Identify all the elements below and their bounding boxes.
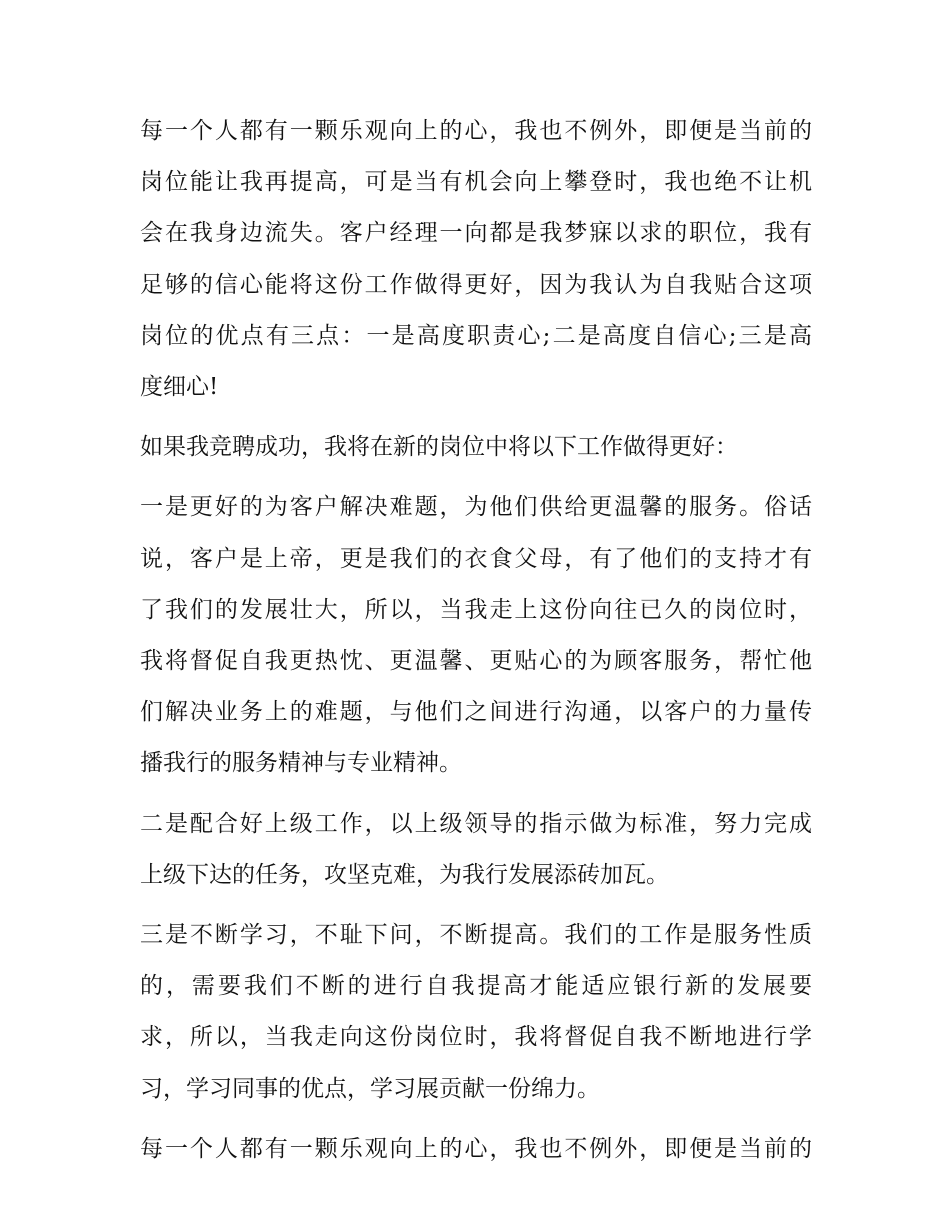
paragraph-2 (140, 422, 812, 473)
text-line: 播我行的服务精神与专业精神。 (140, 750, 462, 777)
text-line: 习，学习同事的优点，学习展贡献一份绵力。 (140, 1075, 600, 1102)
text-line: 每一个人都有一颗乐观向上的心，我也不例外，即便是当前的 (140, 118, 812, 144)
paragraph-5 (140, 910, 812, 1115)
paragraph-3 (140, 482, 812, 789)
document-body (140, 106, 812, 1184)
text-line: 会在我身边流失。客户经理一向都是我梦寐以求的职位，我有 (140, 220, 812, 247)
text-line: 求，所以，当我走向这份岗位时，我将督促自我不断地进行学 (140, 1024, 812, 1051)
text-line: 每一个人都有一颗乐观向上的心，我也不例外，即便是当前的 (140, 1135, 812, 1162)
text-line: 如果我竞聘成功，我将在新的岗位中将以下工作做得更好： (140, 434, 738, 461)
text-line: 足够的信心能将这份工作做得更好，因为我认为自我贴合这项 (140, 271, 812, 298)
paragraph-6 (140, 1124, 812, 1175)
text-line: 我将督促自我更热忱、更温馨、更贴心的为顾客服务，帮忙他 (140, 648, 812, 675)
paragraph-4 (140, 799, 812, 901)
text-line: 度细心! (140, 374, 219, 401)
text-line: 三是不断学习，不耻下问，不断提高。我们的工作是服务性质 (140, 922, 812, 949)
text-line: 的，需要我们不断的进行自我提高才能适应银行新的发展要 (140, 973, 812, 1000)
paragraph-1 (140, 106, 812, 413)
text-line: 岗位能让我再提高，可是当有机会向上攀登时，我也绝不让机 (140, 169, 812, 196)
text-line: 一是更好的为客户解决难题，为他们供给更温馨的服务。俗话 (140, 494, 812, 521)
text-line: 二是配合好上级工作，以上级领导的指示做为标准，努力完成 (140, 810, 812, 837)
text-line: 了我们的发展壮大，所以，当我走上这份向往已久的岗位时， (140, 596, 812, 623)
text-line: 岗位的优点有三点：一是高度职责心;二是高度自信心;三是高 (140, 322, 812, 349)
text-line: 上级下达的任务，攻坚克难，为我行发展添砖加瓦。 (140, 861, 669, 888)
text-line: 说，客户是上帝，更是我们的衣食父母，有了他们的支持才有 (140, 545, 812, 572)
text-line: 们解决业务上的难题，与他们之间进行沟通，以客户的力量传 (140, 699, 812, 726)
